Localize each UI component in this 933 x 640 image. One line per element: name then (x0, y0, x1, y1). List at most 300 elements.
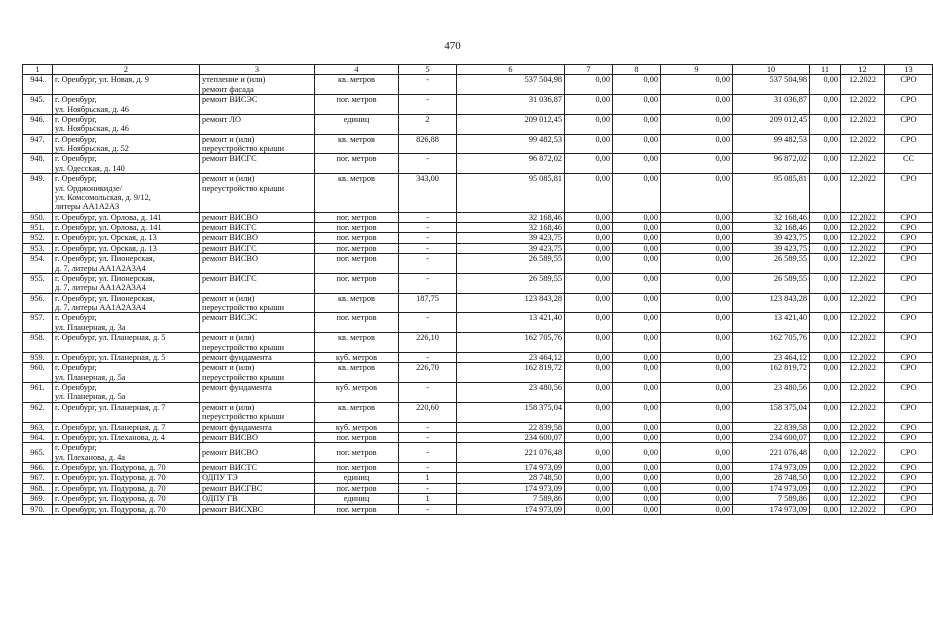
quantity-cell: 343,00 (399, 174, 457, 213)
cost-col11-cell: 174 973,09 (733, 504, 810, 514)
table-row (23, 402, 933, 422)
cost-col12-cell: 0,00 (810, 293, 841, 313)
completion-date-cell: 12.2022 (841, 114, 885, 134)
column-header: 4 (315, 65, 399, 75)
completion-date-cell: 12.2022 (841, 443, 885, 463)
cost-col9-cell: 0,00 (613, 154, 661, 174)
quantity-cell: 226,10 (399, 333, 457, 353)
unit-cell: пог. метров (315, 273, 399, 293)
work-type-cell (200, 212, 315, 222)
total-cost-cell: 123 843,28 (457, 293, 565, 313)
address-line: г. Оренбург, ул. Планерная, д. 5 (55, 352, 166, 362)
method-code-cell: СРО (885, 75, 933, 95)
table-row (23, 212, 933, 222)
work-type-line: ремонт ВИСГВС (202, 483, 263, 493)
method-code-cell: СРО (885, 473, 933, 483)
work-type-cell (200, 422, 315, 432)
row-number-cell: 964. (23, 432, 53, 442)
cost-col12-cell: 0,00 (810, 95, 841, 115)
unit-cell: пог. метров (315, 432, 399, 442)
cost-col8-cell: 0,00 (565, 212, 613, 222)
unit-cell: пог. метров (315, 483, 399, 493)
completion-date-cell: 12.2022 (841, 483, 885, 493)
address-cell (53, 223, 200, 233)
unit-cell: пог. метров (315, 212, 399, 222)
work-type-line: переустройство крыши (202, 342, 285, 352)
address-line: литеры АА1А2А3 (55, 202, 120, 212)
column-header: 1 (23, 65, 53, 75)
work-type-cell (200, 352, 315, 362)
method-code-cell: СРО (885, 383, 933, 403)
address-line: г. Оренбург, ул. Плеханова, д. 4 (55, 432, 165, 442)
method-code-cell: СРО (885, 443, 933, 463)
cost-col10-cell: 0,00 (661, 333, 733, 353)
work-type-line: ремонт и (или) (202, 333, 255, 343)
work-type-line: переустройство крыши (202, 412, 285, 422)
cost-col8-cell: 0,00 (565, 483, 613, 493)
row-number-cell: 962. (23, 402, 53, 422)
work-type-cell (200, 313, 315, 333)
cost-col9-cell: 0,00 (613, 383, 661, 403)
completion-date-cell: 12.2022 (841, 432, 885, 442)
cost-col10-cell: 0,00 (661, 402, 733, 422)
address-line: г. Оренбург, (55, 363, 97, 373)
address-cell (53, 463, 200, 473)
quantity-cell: 2 (399, 114, 457, 134)
table-row (23, 463, 933, 473)
work-type-line: ремонт ВИСЭС (202, 313, 258, 323)
table-row (23, 273, 933, 293)
row-number-cell: 965. (23, 443, 53, 463)
cost-col10-cell: 0,00 (661, 75, 733, 95)
cost-col12-cell: 0,00 (810, 223, 841, 233)
address-line: ул. Планерная, д. 3а (55, 322, 126, 332)
work-type-line: утепление и (или) (202, 75, 266, 85)
cost-col9-cell: 0,00 (613, 363, 661, 383)
work-type-cell (200, 402, 315, 422)
address-line: г. Оренбург, ул. Подурова, д. 70 (55, 494, 166, 504)
unit-cell: единиц (315, 473, 399, 483)
table-row (23, 233, 933, 243)
cost-col10-cell: 0,00 (661, 233, 733, 243)
table-row (23, 432, 933, 442)
cost-col12-cell: 0,00 (810, 243, 841, 253)
unit-cell: пог. метров (315, 463, 399, 473)
quantity-cell: - (399, 212, 457, 222)
column-header: 11 (810, 65, 841, 75)
total-cost-cell: 174 973,09 (457, 504, 565, 514)
quantity-cell: 226,70 (399, 363, 457, 383)
cost-col8-cell: 0,00 (565, 95, 613, 115)
cost-col9-cell: 0,00 (613, 402, 661, 422)
row-number-cell: 963. (23, 422, 53, 432)
work-type-cell (200, 383, 315, 403)
quantity-cell: 187,75 (399, 293, 457, 313)
address-cell (53, 154, 200, 174)
unit-cell: куб. метров (315, 422, 399, 432)
table-row (23, 75, 933, 95)
unit-cell: пог. метров (315, 154, 399, 174)
cost-col11-cell: 123 843,28 (733, 293, 810, 313)
total-cost-cell: 96 872,02 (457, 154, 565, 174)
cost-col8-cell: 0,00 (565, 402, 613, 422)
cost-col10-cell: 0,00 (661, 114, 733, 134)
cost-col12-cell: 0,00 (810, 212, 841, 222)
unit-cell: пог. метров (315, 223, 399, 233)
page-number: 470 (444, 40, 461, 52)
method-code-cell: СРО (885, 114, 933, 134)
quantity-cell: - (399, 75, 457, 95)
cost-col10-cell: 0,00 (661, 363, 733, 383)
table-row (23, 483, 933, 493)
cost-col12-cell: 0,00 (810, 504, 841, 514)
work-type-line: ремонт ВИСВО (202, 447, 258, 457)
method-code-cell: СРО (885, 333, 933, 353)
row-number-cell: 968. (23, 483, 53, 493)
total-cost-cell: 221 076,48 (457, 443, 565, 463)
total-cost-cell: 23 480,56 (457, 383, 565, 403)
cost-col10-cell: 0,00 (661, 483, 733, 493)
cost-col10-cell: 0,00 (661, 494, 733, 504)
address-line: г. Оренбург, (55, 174, 97, 184)
row-number-cell: 970. (23, 504, 53, 514)
cost-col10-cell: 0,00 (661, 313, 733, 333)
total-cost-cell: 99 482,53 (457, 134, 565, 154)
address-line: д. 7, литеры АА1А2А3А4 (55, 303, 146, 312)
row-number-cell: 961. (23, 383, 53, 403)
method-code-cell: СРО (885, 494, 933, 504)
cost-col9-cell: 0,00 (613, 95, 661, 115)
method-code-cell: СРО (885, 463, 933, 473)
work-type-line: ремонт ВИСХВС (202, 504, 264, 514)
cost-col9-cell: 0,00 (613, 174, 661, 213)
address-line: ул. Плеханова, д. 4а (55, 452, 125, 462)
completion-date-cell: 12.2022 (841, 212, 885, 222)
table-row (23, 254, 933, 274)
cost-col9-cell: 0,00 (613, 293, 661, 313)
work-type-line: ремонт фасада (202, 84, 254, 94)
method-code-cell: СРО (885, 212, 933, 222)
cost-col8-cell: 0,00 (565, 75, 613, 95)
completion-date-cell: 12.2022 (841, 293, 885, 313)
cost-col8-cell: 0,00 (565, 174, 613, 213)
work-type-cell (200, 443, 315, 463)
quantity-cell: 220,60 (399, 402, 457, 422)
address-cell (53, 273, 200, 293)
cost-col11-cell: 234 600,07 (733, 432, 810, 442)
table-row (23, 154, 933, 174)
cost-col8-cell: 0,00 (565, 293, 613, 313)
work-type-line: ремонт и (или) (202, 293, 255, 303)
unit-cell: кв. метров (315, 75, 399, 95)
work-type-line: ремонт ВИСГС (202, 273, 257, 283)
total-cost-cell: 32 168,46 (457, 223, 565, 233)
quantity-cell: - (399, 443, 457, 463)
cost-col12-cell: 0,00 (810, 463, 841, 473)
table-row (23, 114, 933, 134)
cost-col9-cell: 0,00 (613, 504, 661, 514)
cost-col8-cell: 0,00 (565, 134, 613, 154)
row-number-cell: 960. (23, 363, 53, 383)
work-type-line: ремонт ЛО (202, 114, 241, 124)
cost-col11-cell: 7 589,86 (733, 494, 810, 504)
address-line: г. Оренбург, ул. Подурова, д. 70 (55, 473, 166, 483)
cost-col12-cell: 0,00 (810, 432, 841, 442)
cost-col9-cell: 0,00 (613, 223, 661, 233)
register-body (23, 75, 933, 515)
total-cost-cell: 28 748,50 (457, 473, 565, 483)
work-type-cell (200, 75, 315, 95)
cost-col8-cell: 0,00 (565, 352, 613, 362)
address-cell (53, 174, 200, 213)
cost-col9-cell: 0,00 (613, 313, 661, 333)
unit-cell: пог. метров (315, 233, 399, 243)
unit-cell: кв. метров (315, 333, 399, 353)
row-number-cell: 947. (23, 134, 53, 154)
completion-date-cell: 12.2022 (841, 223, 885, 233)
cost-col12-cell: 0,00 (810, 254, 841, 274)
work-type-line: ремонт фундамента (202, 422, 272, 432)
total-cost-cell: 31 036,87 (457, 95, 565, 115)
unit-cell: кв. метров (315, 174, 399, 213)
table-row (23, 313, 933, 333)
cost-col11-cell: 96 872,02 (733, 154, 810, 174)
method-code-cell: СРО (885, 134, 933, 154)
table-row (23, 494, 933, 504)
work-type-line: ремонт ВИСВО (202, 254, 258, 264)
quantity-cell: - (399, 422, 457, 432)
row-number-cell: 956. (23, 293, 53, 313)
total-cost-cell: 537 504,98 (457, 75, 565, 95)
work-type-cell (200, 293, 315, 313)
cost-col9-cell: 0,00 (613, 114, 661, 134)
cost-col12-cell: 0,00 (810, 383, 841, 403)
cost-col10-cell: 0,00 (661, 154, 733, 174)
method-code-cell: СРО (885, 363, 933, 383)
cost-col9-cell: 0,00 (613, 494, 661, 504)
work-type-cell (200, 494, 315, 504)
completion-date-cell: 12.2022 (841, 504, 885, 514)
cost-col8-cell: 0,00 (565, 383, 613, 403)
completion-date-cell: 12.2022 (841, 422, 885, 432)
address-line: г. Оренбург, ул. Планерная, д. 5 (55, 333, 166, 343)
address-line: г. Оренбург, (55, 95, 97, 105)
unit-cell: кв. метров (315, 293, 399, 313)
quantity-cell: - (399, 273, 457, 293)
cost-col9-cell: 0,00 (613, 212, 661, 222)
table-row (23, 504, 933, 514)
address-line: ул. Планерная, д. 5а (55, 372, 126, 382)
cost-col9-cell: 0,00 (613, 233, 661, 243)
row-number-cell: 953. (23, 243, 53, 253)
row-number-cell: 969. (23, 494, 53, 504)
work-type-line: ОДПУ ГВ (202, 494, 238, 504)
quantity-cell: - (399, 313, 457, 333)
method-code-cell: СРО (885, 313, 933, 333)
total-cost-cell: 234 600,07 (457, 432, 565, 442)
address-cell (53, 422, 200, 432)
table-row (23, 174, 933, 213)
method-code-cell: СРО (885, 223, 933, 233)
cost-col9-cell: 0,00 (613, 432, 661, 442)
cost-col10-cell: 0,00 (661, 504, 733, 514)
work-type-cell (200, 233, 315, 243)
cost-col10-cell: 0,00 (661, 463, 733, 473)
work-type-cell (200, 504, 315, 514)
work-type-cell (200, 243, 315, 253)
quantity-cell: - (399, 154, 457, 174)
table-row (23, 383, 933, 403)
cost-col12-cell: 0,00 (810, 313, 841, 333)
cost-col11-cell: 162 705,76 (733, 333, 810, 353)
work-type-line: ремонт ВИСВО (202, 432, 258, 442)
cost-col9-cell: 0,00 (613, 422, 661, 432)
address-cell (53, 432, 200, 442)
cost-col9-cell: 0,00 (613, 483, 661, 493)
cost-col8-cell: 0,00 (565, 154, 613, 174)
work-type-line: ремонт ВИСВО (202, 212, 258, 222)
cost-col9-cell: 0,00 (613, 243, 661, 253)
address-cell (53, 402, 200, 422)
completion-date-cell: 12.2022 (841, 254, 885, 274)
work-type-line: ремонт ВИСГС (202, 243, 257, 253)
completion-date-cell: 12.2022 (841, 75, 885, 95)
address-cell (53, 134, 200, 154)
cost-col11-cell: 209 012,45 (733, 114, 810, 134)
cost-col10-cell: 0,00 (661, 383, 733, 403)
work-type-line: ремонт и (или) (202, 363, 255, 373)
table-row (23, 443, 933, 463)
unit-cell: кв. метров (315, 363, 399, 383)
method-code-cell: СРО (885, 483, 933, 493)
address-line: ул. Ноябрьская, д. 46 (55, 124, 129, 134)
cost-col12-cell: 0,00 (810, 483, 841, 493)
cost-col11-cell: 162 819,72 (733, 363, 810, 383)
cost-col9-cell: 0,00 (613, 333, 661, 353)
cost-col10-cell: 0,00 (661, 473, 733, 483)
cost-col12-cell: 0,00 (810, 174, 841, 213)
completion-date-cell: 12.2022 (841, 402, 885, 422)
cost-col10-cell: 0,00 (661, 254, 733, 274)
cost-col8-cell: 0,00 (565, 363, 613, 383)
cost-col9-cell: 0,00 (613, 254, 661, 274)
address-line: г. Оренбург, ул. Орлова, д. 141 (55, 223, 162, 232)
cost-col11-cell: 26 589,55 (733, 254, 810, 274)
completion-date-cell: 12.2022 (841, 313, 885, 333)
address-line: г. Оренбург, ул. Пионерская, (55, 254, 155, 264)
table-row (23, 333, 933, 353)
quantity-cell: - (399, 223, 457, 233)
cost-col12-cell: 0,00 (810, 75, 841, 95)
work-type-line: переустройство крыши (202, 144, 285, 153)
work-type-line: переустройство крыши (202, 183, 285, 193)
row-number-cell: 967. (23, 473, 53, 483)
work-type-line: ремонт ВИСГС (202, 154, 257, 164)
row-number-cell: 952. (23, 233, 53, 243)
total-cost-cell: 39 423,75 (457, 233, 565, 243)
address-line: д. 7, литеры АА1А2А3А4 (55, 283, 146, 293)
cost-col10-cell: 0,00 (661, 95, 733, 115)
completion-date-cell: 12.2022 (841, 494, 885, 504)
work-type-line: ремонт ВИСГС (202, 223, 257, 232)
address-cell (53, 313, 200, 333)
total-cost-cell: 26 589,55 (457, 254, 565, 274)
method-code-cell: СРО (885, 95, 933, 115)
cost-col12-cell: 0,00 (810, 402, 841, 422)
cost-col8-cell: 0,00 (565, 233, 613, 243)
work-type-cell (200, 483, 315, 493)
quantity-cell: 1 (399, 473, 457, 483)
cost-col10-cell: 0,00 (661, 174, 733, 213)
column-header: 3 (200, 65, 315, 75)
unit-cell: кв. метров (315, 134, 399, 154)
table-row (23, 243, 933, 253)
table-row (23, 293, 933, 313)
quantity-cell: - (399, 243, 457, 253)
address-cell (53, 243, 200, 253)
address-cell (53, 504, 200, 514)
column-header: 13 (885, 65, 933, 75)
row-number-cell: 946. (23, 114, 53, 134)
cost-col8-cell: 0,00 (565, 504, 613, 514)
address-line: г. Оренбург, ул. Планерная, д. 7 (55, 402, 166, 412)
table-row (23, 363, 933, 383)
cost-col8-cell: 0,00 (565, 223, 613, 233)
cost-col8-cell: 0,00 (565, 333, 613, 353)
address-line: г. Оренбург, (55, 313, 97, 323)
cost-col10-cell: 0,00 (661, 443, 733, 463)
work-type-line: переустройство крыши (202, 372, 285, 382)
address-line: ул. Комсомольская, д. 9/12, (55, 192, 151, 202)
address-line: г. Оренбург, ул. Планерная, д. 7 (55, 422, 166, 432)
cost-col12-cell: 0,00 (810, 422, 841, 432)
completion-date-cell: 12.2022 (841, 363, 885, 383)
cost-col11-cell: 23 464,12 (733, 352, 810, 362)
total-cost-cell: 162 705,76 (457, 333, 565, 353)
column-header: 7 (565, 65, 613, 75)
address-line: д. 7, литеры АА1А2А3А4 (55, 263, 146, 273)
address-line: г. Оренбург, ул. Пионерская, (55, 293, 155, 303)
unit-cell: пог. метров (315, 504, 399, 514)
work-type-line: ОДПУ ТЭ (202, 473, 238, 483)
unit-cell: пог. метров (315, 443, 399, 463)
unit-cell: пог. метров (315, 95, 399, 115)
cost-col12-cell: 0,00 (810, 363, 841, 383)
address-line: г. Оренбург, ул. Подурова, д. 70 (55, 483, 166, 493)
address-cell (53, 254, 200, 274)
row-number-cell: 950. (23, 212, 53, 222)
work-type-line: ремонт фундамента (202, 352, 272, 362)
address-line: ул. Ноябрьская, д. 52 (55, 144, 129, 153)
cost-col10-cell: 0,00 (661, 422, 733, 432)
cost-col11-cell: 174 973,09 (733, 463, 810, 473)
row-number-cell: 959. (23, 352, 53, 362)
row-number-cell: 958. (23, 333, 53, 353)
address-cell (53, 293, 200, 313)
quantity-cell: - (399, 383, 457, 403)
cost-col8-cell: 0,00 (565, 432, 613, 442)
address-line: г. Оренбург, ул. Подурова, д. 70 (55, 504, 166, 514)
total-cost-cell: 174 973,09 (457, 483, 565, 493)
cost-col11-cell: 537 504,98 (733, 75, 810, 95)
completion-date-cell: 12.2022 (841, 174, 885, 213)
quantity-cell: - (399, 254, 457, 274)
method-code-cell: СРО (885, 293, 933, 313)
method-code-cell: СРО (885, 243, 933, 253)
address-line: г. Оренбург, (55, 154, 97, 164)
address-line: г. Оренбург, (55, 443, 97, 453)
cost-col8-cell: 0,00 (565, 114, 613, 134)
